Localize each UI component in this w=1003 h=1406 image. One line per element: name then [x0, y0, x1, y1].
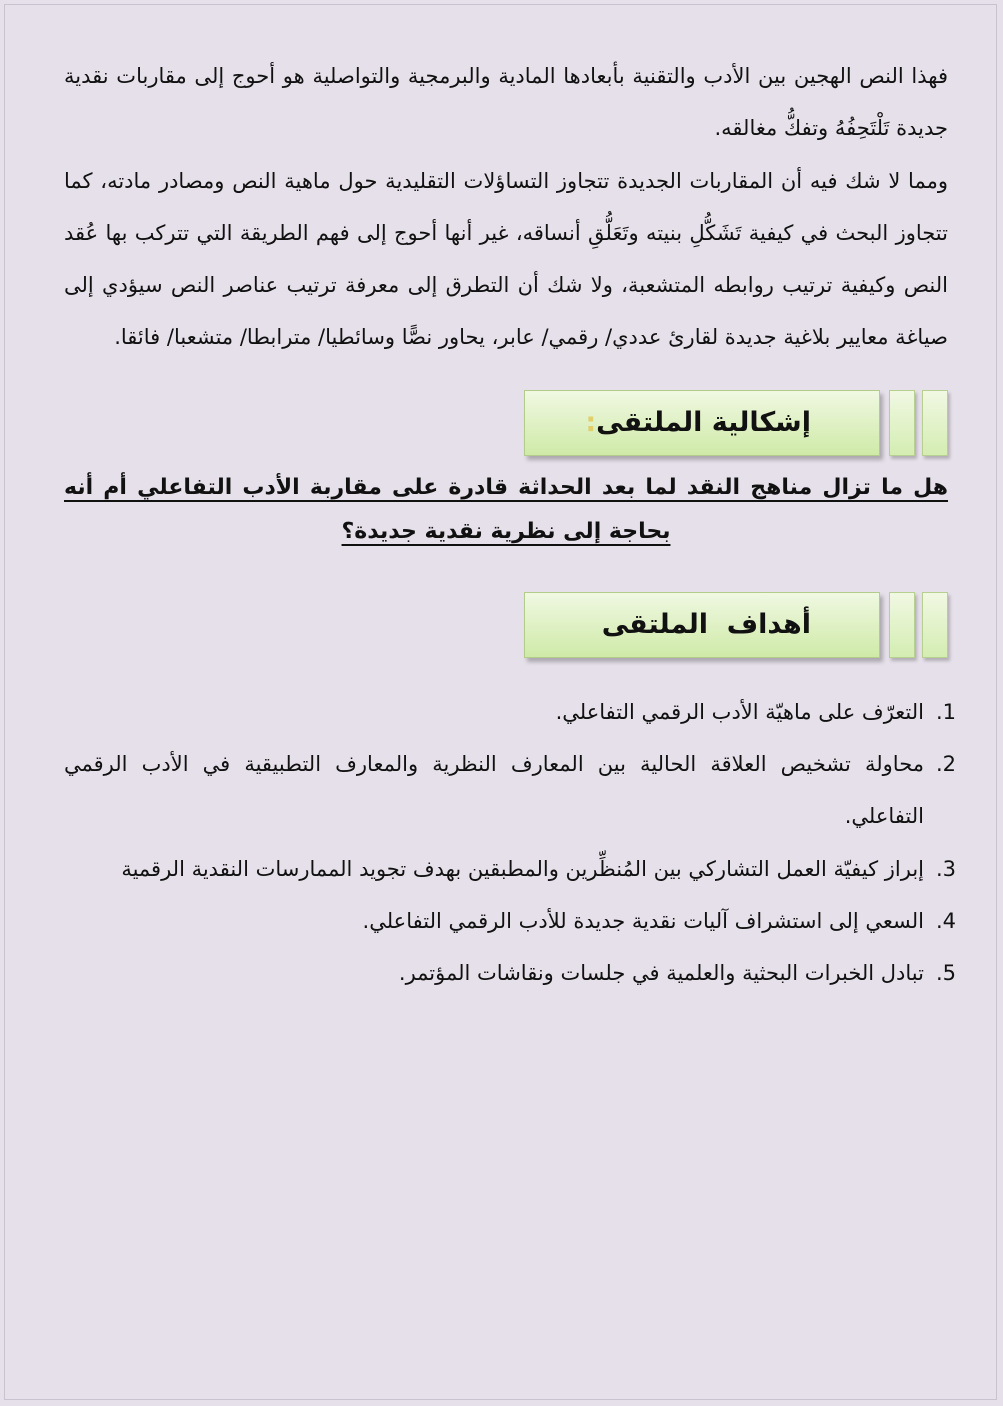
heading-decor-bar: [889, 390, 915, 456]
problem-heading-colon: :: [585, 407, 597, 439]
goal-text: السعي إلى استشراف آليات نقدية جديدة للأدب الرقمي التفاعلي.: [362, 908, 924, 933]
goal-text: تبادل الخبرات البحثية والعلمية في جلسات ونقاشات المؤتمر.: [398, 961, 924, 986]
goal-number: 2.: [935, 752, 956, 777]
intro-paragraph-1: فهذا النص الهجين بين الأدب والتقنية بأبعادها المادية والبرمجية والتواصلية هو أحوج إلى مقاربات نقدية جديدة تَلْتَحِفُهُ وتفكُّ مغالقه.: [64, 64, 948, 141]
goal-number: 3.: [935, 856, 956, 881]
goal-number: 1.: [935, 699, 956, 724]
heading-decor-bar: [922, 390, 948, 456]
goal-item: [64, 738, 956, 843]
document-content: [64, 50, 956, 1000]
intro-paragraph-2: ومما لا شك فيه أن المقاربات الجديدة تتجاوز التساؤلات التقليدية حول ماهية النص ومصادر مادته، كما تتجاوز البحث في كيفية تَشَكُّلِ بنيته وتَعَلُّقِ أنساقه، غير أنها أحوج إلى فهم الطريقة التي تتركب بها عُقد النص وكيفية ترتيب روابطه المتشعبة، ولا شك أن التطرق إلى معرفة ترتيب عناصر النص سيؤدي إلى صياغة معايير بلاغية جديدة لقارئ عددي/ رقمي/ عابر، يحاور نصًّا وسائطيا/ مترابطا/ متشعبا/ فائقا.: [64, 168, 948, 350]
intro-section: [64, 50, 948, 364]
goal-item: [64, 686, 956, 738]
goal-item: [64, 947, 956, 999]
goal-text: محاولة تشخيص العلاقة الحالية بين المعارف النظرية والمعارف التطبيقية في الأدب الرقمي التفاعلي.: [64, 752, 924, 829]
problem-question-text: هل ما تزال مناهج النقد لما بعد الحداثة قادرة على مقاربة الأدب التفاعلي أم أنه بحاجة إلى نظرية نقدية جديدة؟: [64, 474, 948, 544]
heading-decor-bar: [922, 592, 948, 658]
problem-heading-text: إشكالية الملتقى: [596, 407, 811, 439]
goal-number: 5.: [935, 961, 956, 986]
goals-heading-row: [64, 592, 948, 658]
goal-item: [64, 843, 956, 895]
goal-text: التعرّف على ماهيّة الأدب الرقمي التفاعلي.: [555, 699, 924, 724]
problem-question: [64, 466, 948, 554]
problem-heading: [524, 390, 880, 456]
problem-heading-row: [64, 390, 948, 456]
goals-list: [64, 686, 956, 1000]
goals-heading-text: أهداف الملتقى: [601, 609, 811, 641]
heading-decor-bar: [889, 592, 915, 658]
goal-number: 4.: [935, 908, 956, 933]
goal-text: إبراز كيفيّة العمل التشاركي بين المُنظِّرين والمطبقين بهدف تجويد الممارسات النقدية الرقمية: [121, 856, 924, 881]
goal-item: [64, 895, 956, 947]
goals-heading: [524, 592, 880, 658]
